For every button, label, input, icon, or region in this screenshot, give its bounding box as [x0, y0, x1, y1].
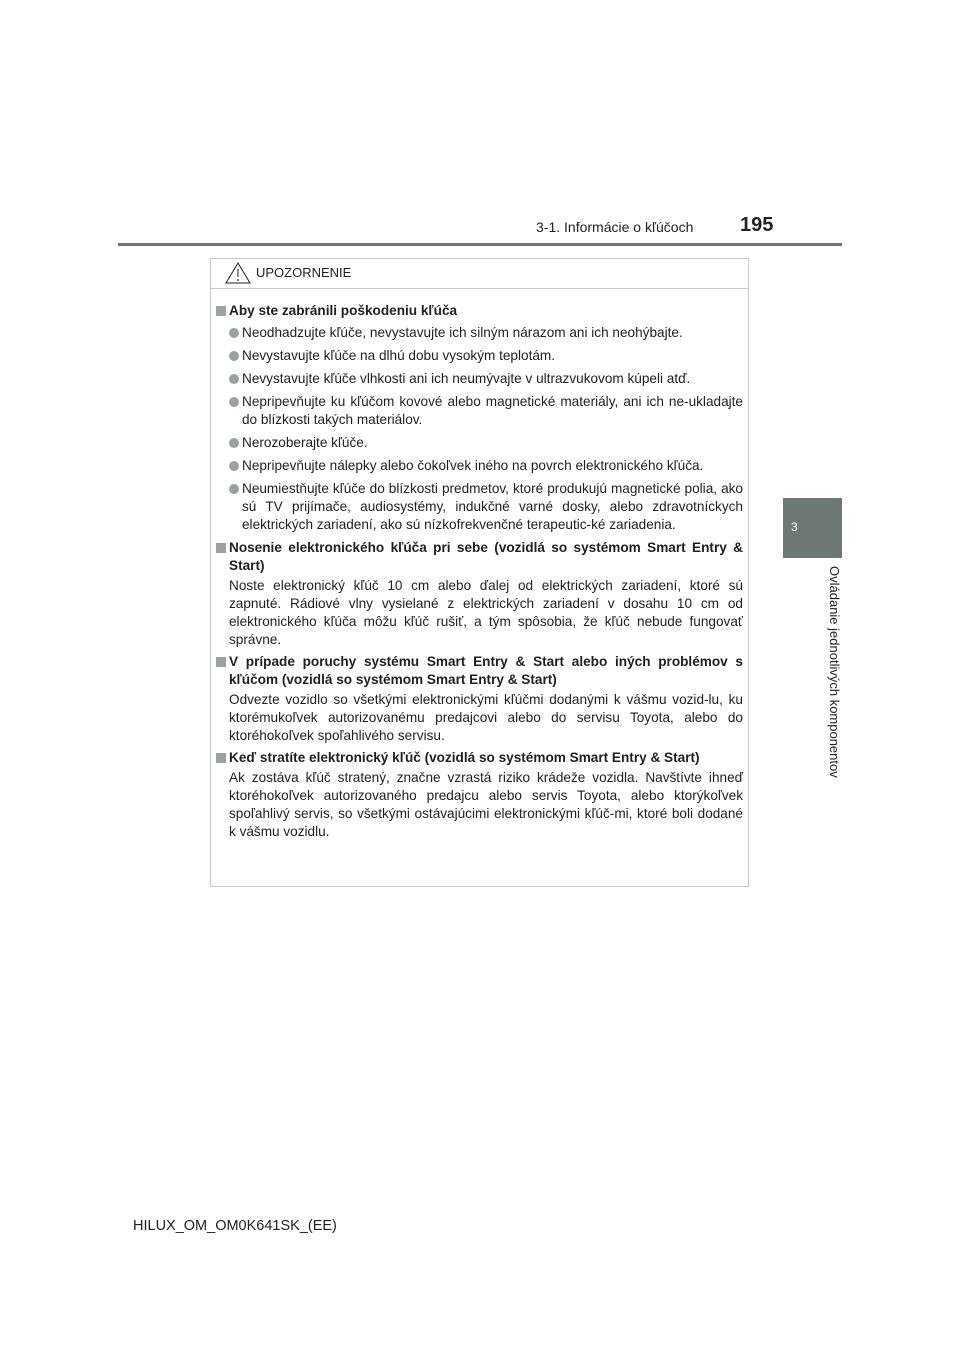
list-item: Nevystavujte kľúče na dlhú dobu vysokým teplotám. [229, 347, 743, 365]
warning-box [210, 258, 749, 887]
section-lost-key [216, 749, 743, 841]
section-heading: V prípade poruchy systému Smart Entry & Start alebo iných problémov s kľúčom (vozidlá so systémom Smart Entry & Start) [229, 654, 743, 687]
round-bullet-icon [229, 461, 239, 471]
round-bullet-icon [229, 374, 239, 384]
document-id: HILUX_OM_OM0K641SK_(EE) [133, 1218, 337, 1234]
list-item: Nepripevňujte nálepky alebo čokoľvek iného na povrch elektronického kľúča. [229, 457, 743, 475]
header-section-title: 3-1. Informácie o kľúčoch [536, 219, 694, 235]
square-bullet-icon [216, 753, 226, 763]
section-text: Ak zostáva kľúč stratený, značne vzrastá riziko krádeže vozidla. Navštívte ihneď ktoréhokoľvek autorizovaného predajcu alebo servis Toyota, alebo ktorýkoľvek spoľahlivý servis, so všetkými ostávajúcimi elektronickými kľúč-mi, ktoré boli dodané k vášmu vozidlu. [229, 770, 743, 839]
section-carrying-key [216, 539, 743, 649]
square-bullet-icon [216, 657, 226, 667]
list-item: Nepripevňujte ku kľúčom kovové alebo magnetické materiály, ani ich ne-ukladajte do blízkosti takých materiálov. [229, 393, 743, 429]
list-item: Neumiestňujte kľúče do blízkosti predmetov, ktoré produkujú magnetické polia, ako sú TV prijímače, audiosystémy, indukčné varné dosky, alebo zdravotníckych elektrických zariadení, ako sú nízkofrekvenčné terapeutic-ké zariadenia. [229, 480, 743, 534]
page-number: 195 [740, 214, 774, 236]
header-divider [118, 243, 842, 246]
round-bullet-icon [229, 328, 239, 338]
warning-box-header [211, 259, 748, 289]
round-bullet-icon [229, 438, 239, 448]
section-heading: Nosenie elektronického kľúča pri sebe (vozidlá so systémom Smart Entry & Start) [229, 540, 743, 573]
section-heading: Aby ste zabránili poškodeniu kľúča [229, 303, 458, 318]
list-item: Nevystavujte kľúče vlhkosti ani ich neumývajte v ultrazvukovom kúpeli atď. [229, 370, 743, 388]
chapter-label: Ovládanie jednotlivých komponentov [827, 566, 842, 778]
warning-box-title: UPOZORNENIE [256, 265, 352, 280]
round-bullet-icon [229, 351, 239, 361]
chapter-number: 3 [791, 520, 798, 534]
round-bullet-icon [229, 484, 239, 494]
round-bullet-icon [229, 397, 239, 407]
section-malfunction [216, 653, 743, 745]
warning-triangle-icon [225, 262, 251, 284]
square-bullet-icon [216, 306, 226, 316]
list-item: Nerozoberajte kľúče. [229, 434, 743, 452]
section-key-damage [216, 302, 743, 534]
square-bullet-icon [216, 543, 226, 553]
chapter-tab [783, 498, 842, 558]
list-item: Neodhadzujte kľúče, nevystavujte ich silným nárazom ani ich neohýbajte. [229, 324, 743, 342]
section-text: Noste elektronický kľúč 10 cm alebo ďalej od elektrických zariadení, ktoré sú zapnuté. Rádiové vlny vysielané z elektrických zariadení v dosahu 10 cm od elektronického kľúča môžu kľúč rušiť, a tým spôsobia, že kľúč nebude fungovať správne. [229, 578, 743, 647]
section-heading: Keď stratíte elektronický kľúč (vozidlá so systémom Smart Entry & Start) [229, 750, 700, 765]
section-text: Odvezte vozidlo so všetkými elektronickými kľúčmi dodanými k vášmu vozid-lu, ku ktorémukoľvek autorizovanému predajcovi alebo do servisu Toyota, alebo do ktoréhokoľvek spoľahlivého servisu. [229, 692, 743, 743]
warning-content [216, 302, 743, 845]
